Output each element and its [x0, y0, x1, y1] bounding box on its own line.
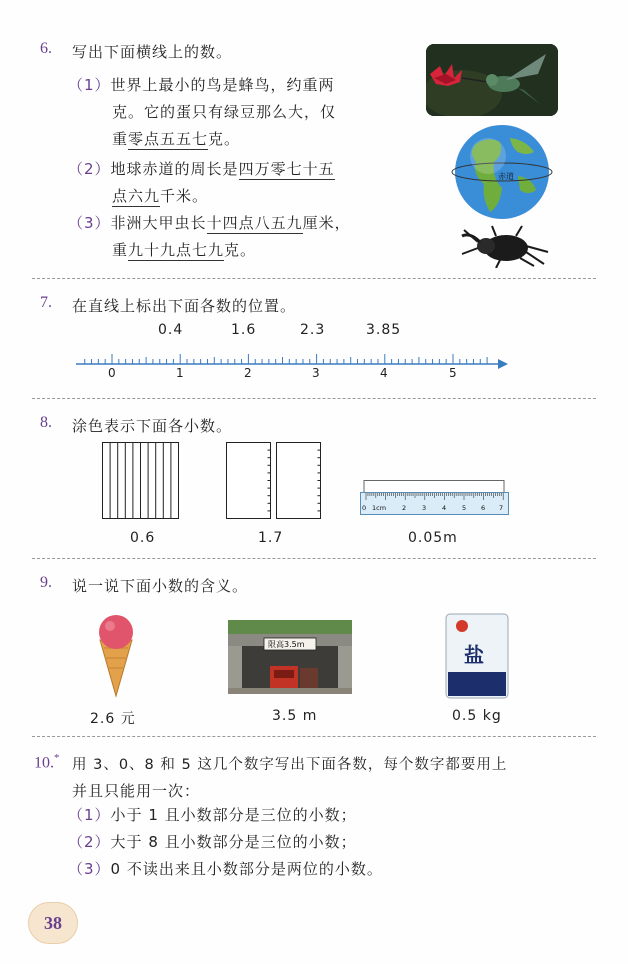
q10-item-3-paren: （3） [68, 860, 111, 878]
tick-label-4: 4 [380, 366, 389, 380]
tick-label-5: 5 [449, 366, 458, 380]
ruler-unit: 1cm [372, 504, 387, 512]
q6-item-1-line1: 世界上最小的鸟是蜂鸟，约重两 [110, 76, 335, 94]
q6-title: 写出下面横线上的数。 [72, 43, 233, 61]
q6-item-1-line3a: 重 [112, 130, 129, 148]
q9-label-0: 2.6 元 [90, 711, 136, 727]
q10-item-3 [68, 856, 383, 883]
bridge-truck-photo [228, 620, 352, 694]
q6-item-2-paren: （2） [68, 160, 111, 178]
tick-label-1: 1 [176, 366, 185, 380]
q9-number: 9. [40, 574, 52, 591]
divider-2 [32, 398, 596, 399]
q6-number: 6. [40, 40, 52, 57]
ruler-number-2: 2 [402, 504, 407, 512]
number-line-value-1: 1.6 [231, 322, 257, 338]
ruler-image [360, 480, 510, 520]
q6-item-1-paren: （1） [68, 76, 111, 94]
divider-4 [32, 736, 596, 737]
q6-item-2 [68, 156, 335, 210]
q6-item-2-answer-blank-b: 点六九 [112, 187, 161, 205]
q10-item-1 [68, 802, 383, 829]
q6-item-3-answer-blank-a: 十四点八五九 [206, 214, 303, 232]
q9-label-1: 3.5 m [272, 708, 318, 724]
q10-item-1-paren: （1） [68, 806, 111, 824]
q7-title: 在直线上标出下面各数的位置。 [72, 297, 297, 315]
q6-item-2-answer-blank-a: 四万零七十五 [238, 160, 335, 178]
beetle-image [456, 224, 552, 272]
q7-number: 7. [40, 294, 52, 311]
q10-line2: 并且只能用一次： [72, 782, 201, 800]
number-line-arrow-icon [498, 359, 508, 369]
height-limit-sign: 限高3.5m [268, 640, 305, 649]
ruler-number-4: 4 [442, 504, 447, 512]
ruler-number-5: 5 [462, 504, 467, 512]
divider-1 [32, 278, 596, 279]
q9-label-2: 0.5 kg [452, 708, 502, 724]
q6-item-3-answer-blank-b: 九十九点七九 [128, 241, 225, 259]
q8-label-0: 0.6 [130, 530, 156, 546]
q10-item-3-text: 0 不读出来且小数部分是两位的小数。 [110, 860, 383, 878]
ruler-number-3: 3 [422, 504, 427, 512]
ruler-number-6: 6 [481, 504, 486, 512]
ice-cream-image [94, 614, 138, 698]
q10-item-2-paren: （2） [68, 833, 111, 851]
page-number: 38 [28, 902, 78, 944]
globe-equator-label: 赤道 [498, 172, 514, 181]
q10-line1: 用 3、0、8 和 5 这几个数字写出下面各数，每个数字都要用上 [72, 757, 508, 773]
q6-item-1-line3b: 克。 [208, 130, 241, 148]
q6-item-3-line2b: 克。 [224, 241, 257, 259]
tick-label-0: 0 [108, 366, 117, 380]
q10-number-text: 10. [34, 754, 54, 772]
number-line-value-3: 3.85 [366, 322, 402, 338]
q6-item-3-line2a: 重 [112, 241, 129, 259]
hummingbird-photo [426, 44, 558, 116]
q10-item-1-text: 小于 1 且小数部分是三位的小数； [110, 806, 357, 824]
q9-title: 说一说下面小数的含义。 [72, 577, 249, 595]
q10-item-2-text: 大于 8 且小数部分是三位的小数； [110, 833, 357, 851]
q6-item-3-line1a: 非洲大甲虫长 [110, 214, 207, 232]
strip-square-grid [102, 442, 180, 520]
q6-item-3 [68, 210, 351, 264]
tick-label-3: 3 [312, 366, 321, 380]
q6-item-1 [68, 72, 336, 153]
q6-item-1-answer-blank: 零点五五七 [128, 130, 209, 148]
q8-number: 8. [40, 414, 52, 431]
tick-label-2: 2 [244, 366, 253, 380]
globe-image [448, 122, 556, 226]
q8-label-1: 1.7 [258, 530, 284, 546]
two-square-grid [226, 442, 326, 520]
divider-3 [32, 558, 596, 559]
q10-items [68, 802, 383, 883]
q10-number [34, 752, 60, 772]
q8-label-2: 0.05m [408, 530, 458, 546]
q10-item-2 [68, 829, 383, 856]
ruler-number-0: 0 [362, 504, 367, 512]
q8-title: 涂色表示下面各小数。 [72, 417, 233, 435]
number-line-value-2: 2.3 [300, 322, 326, 338]
salt-character: 盐 [464, 643, 484, 667]
q6-item-1-line2: 克。它的蛋只有绿豆那么大，仅 [112, 103, 337, 121]
q10-star: * [54, 752, 60, 764]
salt-bag-image [444, 612, 510, 700]
q6-item-3-paren: （3） [68, 214, 111, 232]
number-line-value-0: 0.4 [158, 322, 184, 338]
ruler-number-7: 7 [499, 504, 504, 512]
q6-item-3-line1b: 厘米， [302, 214, 351, 232]
q6-item-2-line2b: 千米。 [160, 187, 209, 205]
q6-item-2-line1a: 地球赤道的周长是 [110, 160, 239, 178]
